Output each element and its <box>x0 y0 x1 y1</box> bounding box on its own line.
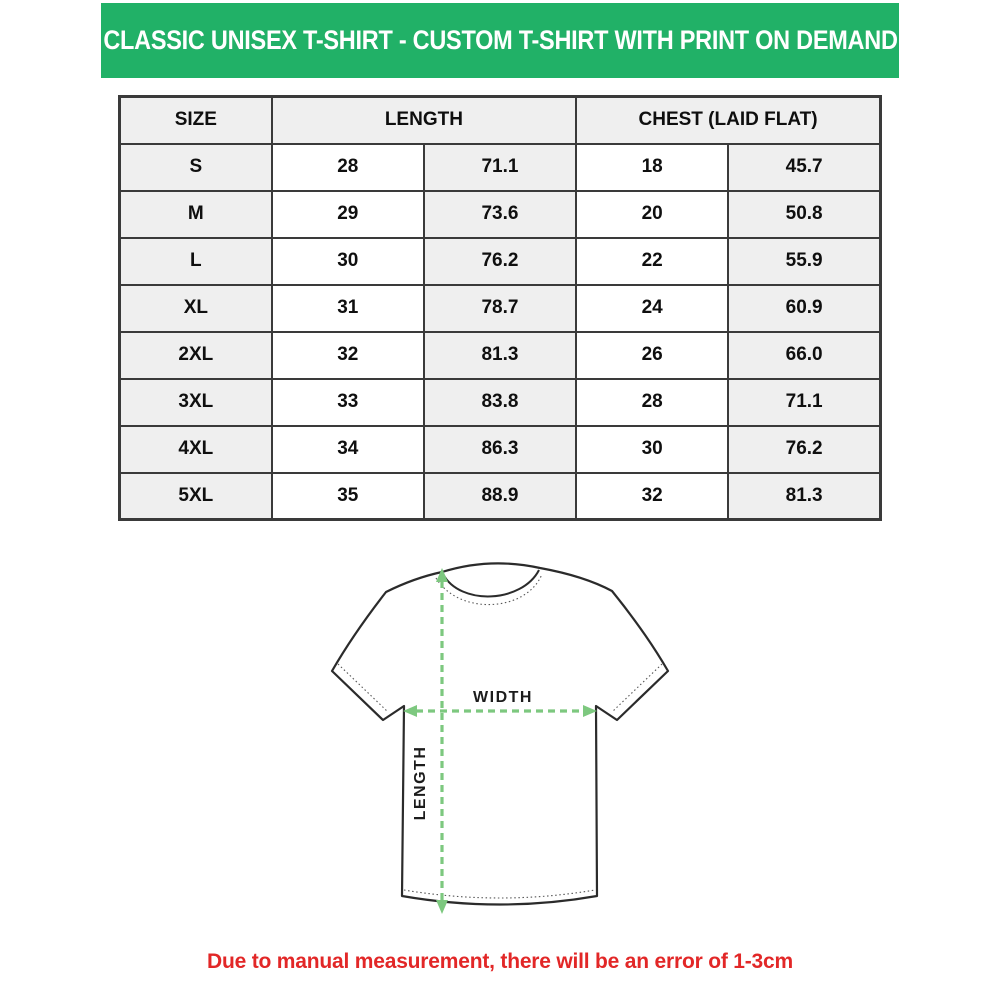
length-in-cell: 32 <box>272 332 424 379</box>
size-cell: 3XL <box>120 379 272 426</box>
chest-cm-cell: 55.9 <box>728 238 880 285</box>
size-cell: S <box>120 144 272 191</box>
measurement-disclaimer: Due to manual measurement, there will be an error of 1-3cm <box>207 950 793 973</box>
length-in-cell: 30 <box>272 238 424 285</box>
table-row <box>120 473 881 520</box>
length-in-cell: 33 <box>272 379 424 426</box>
length-in-cell: 31 <box>272 285 424 332</box>
size-cell: XL <box>120 285 272 332</box>
header-chest: CHEST (LAID FLAT) <box>576 97 880 144</box>
header-size: SIZE <box>120 97 272 144</box>
chest-in-cell: 22 <box>576 238 728 285</box>
length-cm-cell: 83.8 <box>424 379 576 426</box>
length-cm-cell: 78.7 <box>424 285 576 332</box>
chest-in-cell: 30 <box>576 426 728 473</box>
size-cell: 5XL <box>120 473 272 520</box>
table-row <box>120 379 881 426</box>
size-cell: M <box>120 191 272 238</box>
chest-cm-cell: 76.2 <box>728 426 880 473</box>
size-cell: 2XL <box>120 332 272 379</box>
chest-cm-cell: 81.3 <box>728 473 880 520</box>
chest-in-cell: 32 <box>576 473 728 520</box>
chest-cm-cell: 66.0 <box>728 332 880 379</box>
size-chart-table <box>118 95 882 521</box>
tshirt-measurement-diagram <box>320 550 680 930</box>
chest-cm-cell: 50.8 <box>728 191 880 238</box>
chest-in-cell: 20 <box>576 191 728 238</box>
chest-cm-cell: 45.7 <box>728 144 880 191</box>
length-in-cell: 35 <box>272 473 424 520</box>
length-in-cell: 28 <box>272 144 424 191</box>
header-length: LENGTH <box>272 97 576 144</box>
chest-cm-cell: 71.1 <box>728 379 880 426</box>
length-cm-cell: 71.1 <box>424 144 576 191</box>
table-row <box>120 332 881 379</box>
length-cm-cell: 76.2 <box>424 238 576 285</box>
title-banner <box>101 3 899 78</box>
table-header-row <box>120 97 881 144</box>
length-cm-cell: 73.6 <box>424 191 576 238</box>
chest-in-cell: 28 <box>576 379 728 426</box>
chest-in-cell: 18 <box>576 144 728 191</box>
chest-in-cell: 24 <box>576 285 728 332</box>
table-row <box>120 191 881 238</box>
table-row <box>120 144 881 191</box>
length-cm-cell: 81.3 <box>424 332 576 379</box>
size-cell: 4XL <box>120 426 272 473</box>
table-row <box>120 285 881 332</box>
table-row <box>120 426 881 473</box>
length-cm-cell: 86.3 <box>424 426 576 473</box>
length-cm-cell: 88.9 <box>424 473 576 520</box>
chest-cm-cell: 60.9 <box>728 285 880 332</box>
length-label: LENGTH <box>412 745 429 821</box>
size-cell: L <box>120 238 272 285</box>
chest-in-cell: 26 <box>576 332 728 379</box>
length-in-cell: 29 <box>272 191 424 238</box>
page-title: CLASSIC UNISEX T-SHIRT - CUSTOM T-SHIRT WITH PRINT ON DEMAND <box>102 25 898 55</box>
width-label: WIDTH <box>473 689 533 706</box>
tshirt-outline-icon <box>332 563 668 904</box>
length-in-cell: 34 <box>272 426 424 473</box>
table-row <box>120 238 881 285</box>
